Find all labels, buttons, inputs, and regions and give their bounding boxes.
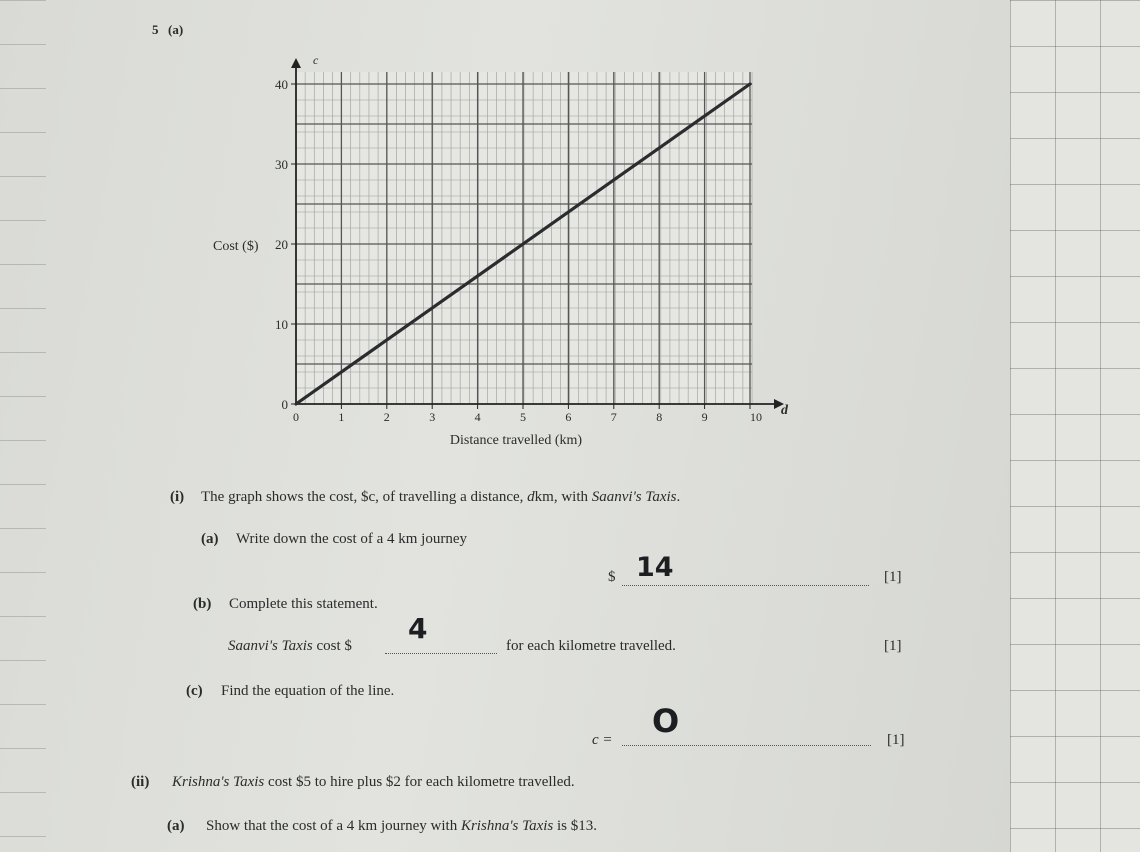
x-tick-label: 3 xyxy=(429,410,436,424)
qc-label: (c) xyxy=(186,683,203,699)
qc-marks: [1] xyxy=(887,732,905,748)
company-saanvi: Saanvi's Taxis xyxy=(591,489,677,505)
qa-marks: [1] xyxy=(884,569,902,585)
x-axis-title: Distance travelled (km) xyxy=(449,433,583,448)
qb-answer-line[interactable] xyxy=(385,653,497,654)
x-tick-label: 4 xyxy=(474,410,481,424)
y-var-label: c xyxy=(313,53,319,67)
x-tick-label: 8 xyxy=(656,410,663,424)
x-tick-label: 1 xyxy=(338,410,345,424)
background-grid-paper xyxy=(1010,0,1140,852)
qa-text: Write down the cost of a 4 km journey xyxy=(236,531,468,547)
company-krishna: Krishna's Taxis xyxy=(172,774,265,790)
y-tick-label: 30 xyxy=(275,157,288,172)
part-i-text: The graph shows the cost, $c, of travelling a distance, dkm, with Saanvi's Taxis. xyxy=(201,489,681,505)
y-tick-label: 40 xyxy=(275,77,288,92)
question-number: 5 xyxy=(152,22,159,37)
qii-a-label: (a) xyxy=(167,818,185,834)
qb-answer: 4 xyxy=(408,612,428,645)
qb-label: (b) xyxy=(193,596,212,612)
y-tick-label: 10 xyxy=(275,317,288,332)
y-axis-arrow xyxy=(291,58,301,68)
y-tick-label: 0 xyxy=(281,397,288,412)
qb-statement: Saanvi's Taxis cost $ xyxy=(228,638,352,654)
qc-answer: O xyxy=(652,702,680,740)
qb-text: Complete this statement. xyxy=(229,596,378,612)
qb-marks: [1] xyxy=(884,638,902,654)
y-axis-title: Cost ($) xyxy=(213,239,259,254)
part-i-label: (i) xyxy=(170,489,185,505)
part-ii-label: (ii) xyxy=(131,774,150,790)
cost-distance-graph xyxy=(190,50,830,450)
x-tick-label: 9 xyxy=(701,410,708,424)
qa-prefix: $ xyxy=(608,569,616,585)
x-tick-label: 0 xyxy=(293,410,299,424)
qb-suffix: for each kilometre travelled. xyxy=(506,638,676,654)
part-label: (a) xyxy=(168,22,184,37)
qc-text: Find the equation of the line. xyxy=(221,683,395,699)
x-var-label: d xyxy=(781,403,788,418)
left-margin-lines xyxy=(0,0,46,852)
x-tick-label: 6 xyxy=(565,410,572,424)
qc-answer-line[interactable] xyxy=(622,745,871,746)
qa-label: (a) xyxy=(201,531,219,547)
x-tick-label: 10 xyxy=(750,410,762,424)
x-tick-label: 2 xyxy=(383,410,390,424)
x-tick-label: 5 xyxy=(520,410,526,424)
x-tick-label: 7 xyxy=(610,410,617,424)
qc-prefix: c = xyxy=(592,732,613,748)
qa-answer-line[interactable] xyxy=(622,585,869,586)
qii-a-text: Show that the cost of a 4 km journey with Krishna's Taxis is $13. xyxy=(206,818,598,834)
y-tick-label: 20 xyxy=(275,237,288,252)
part-ii-text: Krishna's Taxis cost $5 to hire plus $2 for each kilometre travelled. xyxy=(172,774,575,790)
qa-answer: 14 xyxy=(636,552,674,583)
